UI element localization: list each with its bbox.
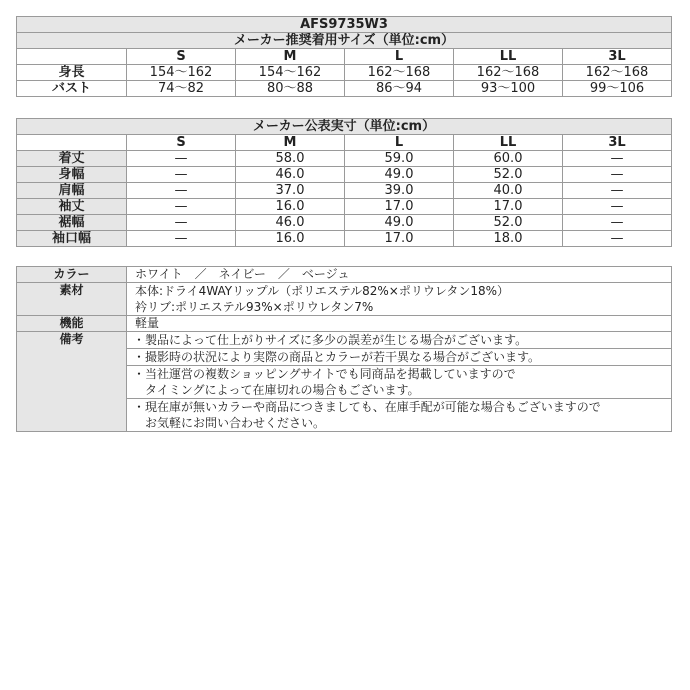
cell-value: 49.0 bbox=[345, 167, 454, 183]
product-code: AFS9735W3 bbox=[17, 17, 672, 33]
cell-value: 74〜82 bbox=[127, 81, 236, 97]
remarks-label: 備考 bbox=[17, 332, 127, 432]
cell-value: 16.0 bbox=[236, 199, 345, 215]
remark-line: タイミングによって在庫切れの場合もございます。 bbox=[133, 383, 420, 397]
remark-item bbox=[127, 366, 671, 399]
cell-value: — bbox=[127, 151, 236, 167]
table-row bbox=[17, 167, 672, 183]
table-row bbox=[17, 199, 672, 215]
row-label: 袖口幅 bbox=[17, 231, 127, 247]
cell-value: 17.0 bbox=[454, 199, 563, 215]
size-header: S bbox=[127, 135, 236, 151]
cell-value: 60.0 bbox=[454, 151, 563, 167]
size-header: S bbox=[127, 49, 236, 65]
cell-value: — bbox=[563, 199, 672, 215]
cell-value: 86〜94 bbox=[345, 81, 454, 97]
cell-value: 39.0 bbox=[345, 183, 454, 199]
size-header: L bbox=[345, 49, 454, 65]
table-row bbox=[17, 267, 672, 283]
actual-measurements-table bbox=[16, 118, 672, 247]
corner-cell bbox=[17, 49, 127, 65]
recommended-size-title: メーカー推奨着用サイズ（単位:cm） bbox=[17, 33, 672, 49]
row-label: 裾幅 bbox=[17, 215, 127, 231]
cell-value: 58.0 bbox=[236, 151, 345, 167]
remarks-list bbox=[127, 332, 672, 432]
table-row bbox=[17, 151, 672, 167]
cell-value: 17.0 bbox=[345, 199, 454, 215]
cell-value: — bbox=[563, 151, 672, 167]
cell-value: — bbox=[127, 199, 236, 215]
cell-value: 162〜168 bbox=[563, 65, 672, 81]
cell-value: 40.0 bbox=[454, 183, 563, 199]
remark-line: ・撮影時の状況により実際の商品とカラーが若干異なる場合がございます。 bbox=[133, 350, 541, 364]
row-label: 身幅 bbox=[17, 167, 127, 183]
row-label: 袖丈 bbox=[17, 199, 127, 215]
row-label: 着丈 bbox=[17, 151, 127, 167]
cell-value: 46.0 bbox=[236, 215, 345, 231]
cell-value: — bbox=[563, 183, 672, 199]
cell-value: 154〜162 bbox=[236, 65, 345, 81]
cell-value: 49.0 bbox=[345, 215, 454, 231]
material-label: 素材 bbox=[17, 283, 127, 316]
size-header: 3L bbox=[563, 135, 672, 151]
cell-value: — bbox=[563, 167, 672, 183]
cell-value: 16.0 bbox=[236, 231, 345, 247]
table-row bbox=[17, 215, 672, 231]
material-line: 本体:ドライ4WAYリップル（ポリエステル82%×ポリウレタン18%） bbox=[135, 284, 510, 298]
cell-value: 59.0 bbox=[345, 151, 454, 167]
cell-value: 154〜162 bbox=[127, 65, 236, 81]
remark-item bbox=[127, 332, 671, 349]
function-label: 機能 bbox=[17, 316, 127, 332]
table-row bbox=[17, 81, 672, 97]
cell-value: 99〜106 bbox=[563, 81, 672, 97]
cell-value: 93〜100 bbox=[454, 81, 563, 97]
remark-item bbox=[127, 399, 671, 431]
function-value: 軽量 bbox=[127, 316, 672, 332]
cell-value: — bbox=[127, 167, 236, 183]
size-header: M bbox=[236, 49, 345, 65]
cell-value: 18.0 bbox=[454, 231, 563, 247]
size-header: L bbox=[345, 135, 454, 151]
table-row bbox=[17, 231, 672, 247]
remark-line: ・現在庫が無いカラーや商品につきましても、在庫手配が可能な場合もございますので bbox=[133, 400, 601, 414]
corner-cell bbox=[17, 135, 127, 151]
cell-value: — bbox=[127, 183, 236, 199]
remark-line: お気軽にお問い合わせください。 bbox=[133, 416, 326, 430]
row-label: 肩幅 bbox=[17, 183, 127, 199]
remark-item bbox=[127, 349, 671, 366]
color-value: ホワイト ／ ネイビー ／ ベージュ bbox=[127, 267, 672, 283]
table-row bbox=[17, 316, 672, 332]
cell-value: — bbox=[127, 215, 236, 231]
actual-measurements-title: メーカー公表実寸（単位:cm） bbox=[17, 119, 672, 135]
cell-value: — bbox=[563, 231, 672, 247]
remark-line: ・製品によって仕上がりサイズに多少の誤差が生じる場合がございます。 bbox=[133, 333, 528, 347]
cell-value: 37.0 bbox=[236, 183, 345, 199]
table-row bbox=[17, 283, 672, 316]
size-header: 3L bbox=[563, 49, 672, 65]
material-value bbox=[127, 283, 672, 316]
cell-value: 52.0 bbox=[454, 167, 563, 183]
table-row bbox=[17, 332, 672, 432]
remark-line: ・当社運営の複数ショッピングサイトでも同商品を掲載していますので bbox=[133, 367, 516, 381]
cell-value: 162〜168 bbox=[454, 65, 563, 81]
cell-value: 17.0 bbox=[345, 231, 454, 247]
size-header: LL bbox=[454, 49, 563, 65]
size-header: LL bbox=[454, 135, 563, 151]
cell-value: 52.0 bbox=[454, 215, 563, 231]
cell-value: — bbox=[563, 215, 672, 231]
row-label: 身長 bbox=[17, 65, 127, 81]
table-row bbox=[17, 183, 672, 199]
product-info-table bbox=[16, 266, 672, 432]
recommended-size-table bbox=[16, 16, 672, 97]
cell-value: — bbox=[127, 231, 236, 247]
cell-value: 162〜168 bbox=[345, 65, 454, 81]
row-label: バスト bbox=[17, 81, 127, 97]
size-header: M bbox=[236, 135, 345, 151]
cell-value: 80〜88 bbox=[236, 81, 345, 97]
table-row bbox=[17, 65, 672, 81]
color-label: カラー bbox=[17, 267, 127, 283]
cell-value: 46.0 bbox=[236, 167, 345, 183]
material-line: 衿リブ:ポリエステル93%×ポリウレタン7% bbox=[135, 300, 374, 314]
